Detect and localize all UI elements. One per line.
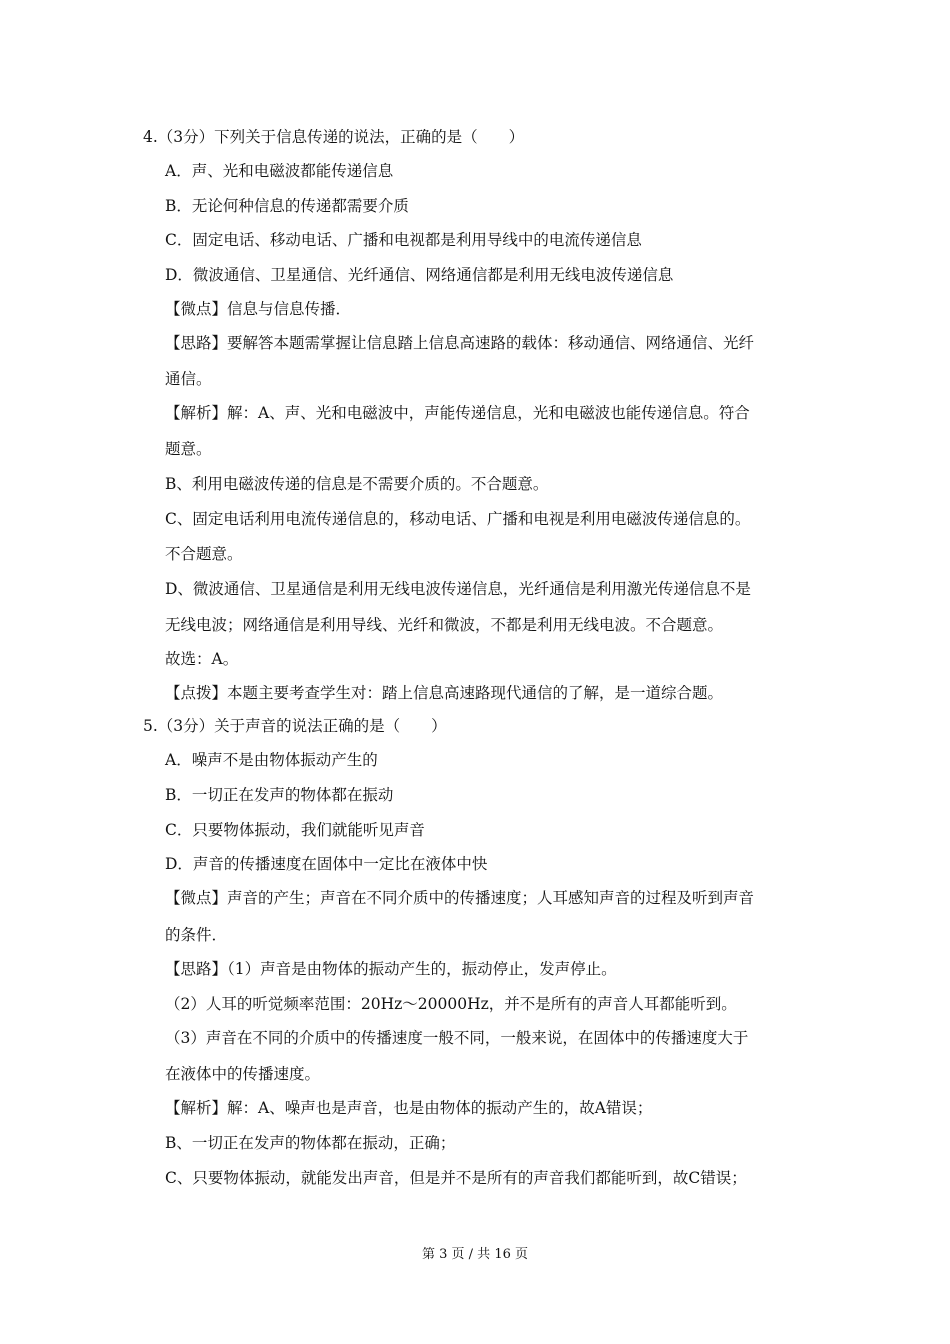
question-4-silu-line-2: 通信。 <box>165 370 212 388</box>
question-5-option-d: D．声音的传播速度在固体中一定比在液体中快 <box>165 855 488 873</box>
question-5-jiexi-line-2: B、一切正在发声的物体都在振动，正确； <box>165 1134 456 1152</box>
question-4-option-c: C．固定电话、移动电话、广播和电视都是利用导线中的电流传递信息 <box>165 231 642 249</box>
question-4-jiexi-line-7: 无线电波；网络通信是利用导线、光纤和微波，不都是利用无线电波。不合题意。 <box>165 616 724 634</box>
question-4-answer: 故选：A。 <box>165 650 239 668</box>
question-5-option-c: C．只要物体振动，我们就能听见声音 <box>165 821 425 839</box>
page-footer: 第 3 页 / 共 16 页 <box>422 1247 528 1262</box>
question-5-weidian-line-1: 【微点】声音的产生；声音在不同介质中的传播速度；人耳感知声音的过程及听到声音 <box>165 889 755 907</box>
question-5-silu-line-4: 在液体中的传播速度。 <box>165 1065 321 1083</box>
question-4-option-d: D．微波通信、卫星通信、光纤通信、网络通信都是利用无线电波传递信息 <box>165 266 674 284</box>
question-4-jiexi-line-2: 题意。 <box>165 440 212 458</box>
question-4-jiexi-line-3: B、利用电磁波传递的信息是不需要介质的。不合题意。 <box>165 475 549 493</box>
question-5-silu-line-3: （3）声音在不同的介质中的传播速度一般不同，一般来说，在固体中的传播速度大于 <box>165 1029 749 1047</box>
question-4-weidian: 【微点】信息与信息传播． <box>165 300 352 318</box>
question-4-silu-line-1: 【思路】要解答本题需掌握让信息踏上信息高速路的载体：移动通信、网络通信、光纤 <box>165 334 755 352</box>
question-5-option-a: A．噪声不是由物体振动产生的 <box>165 751 378 769</box>
question-4-dianbo: 【点拨】本题主要考查学生对：踏上信息高速路现代通信的了解，是一道综合题。 <box>165 684 724 702</box>
question-5-stem: 5.（3分）关于声音的说法正确的是（ ） <box>143 717 447 735</box>
question-5-jiexi-line-1: 【解析】解：A、噪声也是声音，也是由物体的振动产生的，故A错误； <box>165 1099 653 1117</box>
question-4-jiexi-line-6: D、微波通信、卫星通信是利用无线电波传递信息，光纤通信是利用激光传递信息不是 <box>165 580 751 598</box>
question-5-option-b: B．一切正在发声的物体都在振动 <box>165 786 394 804</box>
question-4-option-a: A．声、光和电磁波都能传递信息 <box>165 162 394 180</box>
question-4-option-b: B．无论何种信息的传递都需要介质 <box>165 197 409 215</box>
question-5-silu-line-1: 【思路】（1）声音是由物体的振动产生的，振动停止，发声停止。 <box>165 960 617 978</box>
question-5-weidian-line-2: 的条件． <box>165 926 228 944</box>
question-4-jiexi-line-4: C、固定电话利用电流传递信息的，移动电话、广播和电视是利用电磁波传递信息的。 <box>165 510 751 528</box>
question-5-silu-line-2: （2）人耳的听觉频率范围：20Hz～20000Hz，并不是所有的声音人耳都能听到。 <box>165 995 737 1013</box>
question-5-jiexi-line-3: C、只要物体振动，就能发出声音，但是并不是所有的声音我们都能听到，故C错误； <box>165 1169 747 1187</box>
question-4-jiexi-line-1: 【解析】解：A、声、光和电磁波中，声能传递信息，光和电磁波也能传递信息。符合 <box>165 404 750 422</box>
question-4-stem: 4.（3分）下列关于信息传递的说法，正确的是（ ） <box>143 128 525 146</box>
question-4-jiexi-line-5: 不合题意。 <box>165 545 243 563</box>
